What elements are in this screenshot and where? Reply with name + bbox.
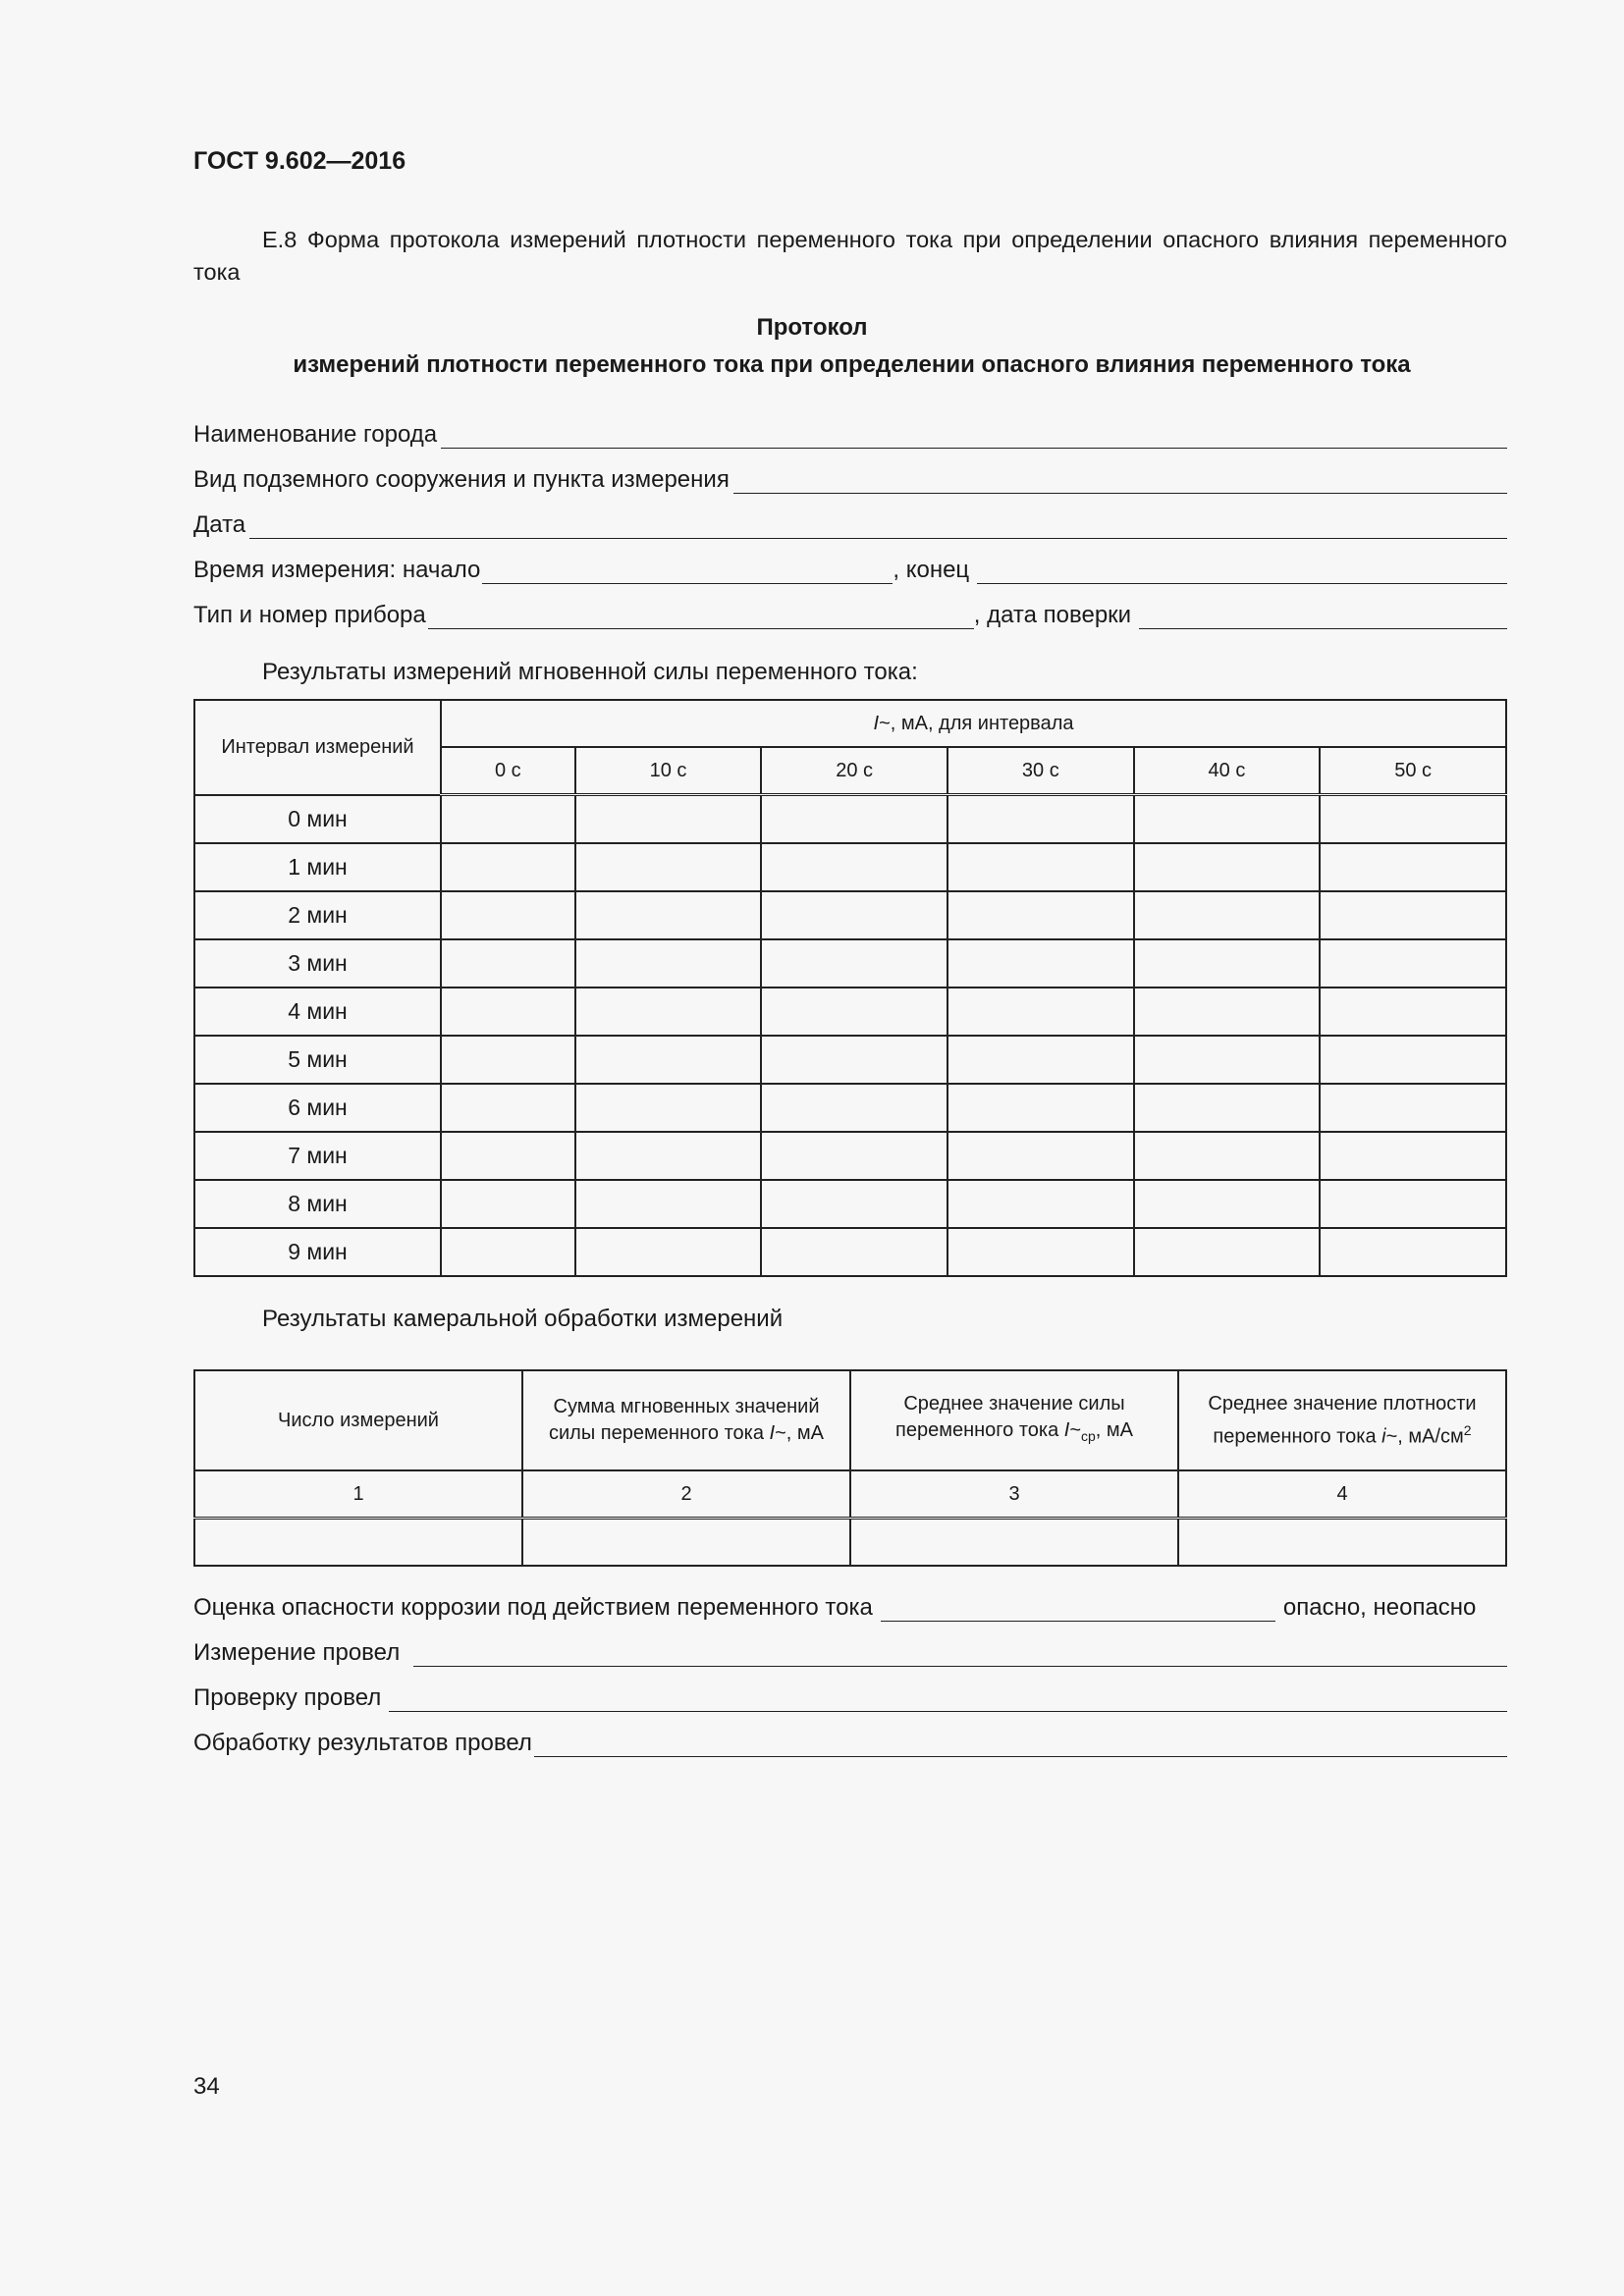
sum-header <box>522 1370 850 1470</box>
measurement-cell[interactable] <box>575 1036 762 1084</box>
time-end-label: , конец <box>893 557 970 583</box>
seconds-header: 20 с <box>761 747 947 795</box>
measurement-cell[interactable] <box>947 795 1134 844</box>
measurement-cell[interactable] <box>441 1228 575 1276</box>
measurement-cell[interactable] <box>761 843 947 891</box>
seconds-header: 0 с <box>441 747 575 795</box>
avg-current-header <box>850 1370 1178 1470</box>
measurement-cell[interactable] <box>1134 795 1321 844</box>
calibration-line[interactable] <box>1139 605 1507 629</box>
measurement-cell[interactable] <box>1134 843 1321 891</box>
avg-current-unit: , мА <box>1095 1419 1133 1441</box>
current-symbol: I <box>873 712 880 734</box>
measurement-cell[interactable] <box>1320 988 1506 1036</box>
measurement-cell[interactable] <box>761 891 947 939</box>
sum-symbol: I <box>769 1422 776 1444</box>
measurement-cell[interactable] <box>441 1084 575 1132</box>
measurement-cell[interactable] <box>947 1180 1134 1228</box>
checked-by-field[interactable] <box>193 1681 1507 1712</box>
measurement-cell[interactable] <box>761 1132 947 1180</box>
measurement-cell[interactable] <box>1320 1180 1506 1228</box>
intro-paragraph <box>193 224 1507 289</box>
measurement-cell[interactable] <box>575 988 762 1036</box>
city-label: Наименование города <box>193 421 438 448</box>
measurement-cell[interactable] <box>1320 1228 1506 1276</box>
measurement-cell[interactable] <box>947 1084 1134 1132</box>
minute-label: 9 мин <box>194 1228 441 1276</box>
measurement-cell[interactable] <box>947 1036 1134 1084</box>
avg-current-subscript: ср <box>1081 1428 1096 1444</box>
measurement-cell[interactable] <box>1134 1180 1321 1228</box>
table-row <box>194 939 1506 988</box>
protocol-subtitle: измерений плотности переменного тока при определении опасного влияния переменного тока <box>293 351 1411 378</box>
measurement-cell[interactable] <box>761 1228 947 1276</box>
minute-label: 0 мин <box>194 795 441 844</box>
measurement-cell[interactable] <box>575 891 762 939</box>
table-row <box>194 843 1506 891</box>
processed-by-line[interactable] <box>534 1733 1507 1757</box>
table-row <box>194 1228 1506 1276</box>
current-group-text: ~, мА, для интервала <box>879 712 1074 734</box>
avg-density-unit: ~, мА/см <box>1385 1425 1464 1448</box>
measurement-cell[interactable] <box>1134 1036 1321 1084</box>
table-row <box>194 1180 1506 1228</box>
seconds-header: 30 с <box>947 747 1134 795</box>
avg-current-tilde: ~ <box>1069 1419 1081 1441</box>
measurement-cell[interactable] <box>441 988 575 1036</box>
avg-density-symbol: i <box>1381 1425 1386 1448</box>
measurement-cell[interactable] <box>1320 1084 1506 1132</box>
measurement-cell[interactable] <box>1134 891 1321 939</box>
minute-label: 2 мин <box>194 891 441 939</box>
avg-density-cell[interactable] <box>1178 1519 1506 1567</box>
minute-label: 4 мин <box>194 988 441 1036</box>
assessment-options: опасно, неопасно <box>1282 1594 1477 1621</box>
measurement-cell[interactable] <box>761 1180 947 1228</box>
city-field[interactable] <box>193 417 1507 449</box>
measurement-cell[interactable] <box>1320 1132 1506 1180</box>
measurement-cell[interactable] <box>947 1228 1134 1276</box>
seconds-header: 10 с <box>575 747 762 795</box>
structure-label: Вид подземного сооружения и пункта измерения <box>193 466 730 493</box>
minute-label: 7 мин <box>194 1132 441 1180</box>
measurement-cell[interactable] <box>1134 1228 1321 1276</box>
measurement-cell[interactable] <box>575 1180 762 1228</box>
avg-current-cell[interactable] <box>850 1519 1178 1567</box>
count-cell[interactable] <box>194 1519 522 1567</box>
table-row <box>194 988 1506 1036</box>
table-row <box>194 891 1506 939</box>
checked-by-label: Проверку провел <box>193 1684 382 1711</box>
measurement-cell[interactable] <box>1320 795 1506 844</box>
interval-header: Интервал измерений <box>194 700 441 795</box>
column-number: 3 <box>850 1470 1178 1519</box>
seconds-header: 40 с <box>1134 747 1321 795</box>
calibration-label: , дата поверки <box>973 602 1132 628</box>
date-line[interactable] <box>249 514 1507 539</box>
page-number: 34 <box>193 2073 220 2100</box>
avg-density-text: Среднее значение плотности переменного тока <box>1208 1392 1477 1448</box>
measurement-cell[interactable] <box>441 939 575 988</box>
assessment-label: Оценка опасности коррозии под действием переменного тока <box>193 1594 873 1621</box>
sum-header-text: Сумма мгновенных значений силы переменного тока <box>549 1396 820 1444</box>
measurement-cell[interactable] <box>761 795 947 844</box>
avg-density-header <box>1178 1370 1506 1470</box>
measurement-cell[interactable] <box>441 1036 575 1084</box>
table-row <box>194 1036 1506 1084</box>
table-row <box>194 795 1506 844</box>
table-row <box>194 1084 1506 1132</box>
measurement-cell[interactable] <box>441 1180 575 1228</box>
processing-results-table <box>193 1369 1507 1567</box>
measured-by-field[interactable] <box>193 1635 1507 1667</box>
device-field[interactable] <box>193 598 1507 629</box>
measurement-cell[interactable] <box>947 1132 1134 1180</box>
measurement-cell[interactable] <box>441 843 575 891</box>
measurement-cell[interactable] <box>575 1228 762 1276</box>
measured-by-line[interactable] <box>413 1642 1507 1667</box>
avg-current-symbol: I <box>1063 1419 1070 1441</box>
measurement-cell[interactable] <box>1134 1084 1321 1132</box>
column-number: 2 <box>522 1470 850 1519</box>
column-number: 1 <box>194 1470 522 1519</box>
measurement-cell[interactable] <box>947 939 1134 988</box>
table-row <box>194 1132 1506 1180</box>
column-number: 4 <box>1178 1470 1506 1519</box>
measurement-cell[interactable] <box>575 1132 762 1180</box>
minute-label: 3 мин <box>194 939 441 988</box>
measurement-cell[interactable] <box>947 843 1134 891</box>
sum-unit: ~, мА <box>775 1422 824 1444</box>
intro-text: Е.8 Форма протокола измерений плотности переменного тока при определении опасного влияния переменного тока <box>193 227 1507 285</box>
time-start-line[interactable] <box>482 560 893 584</box>
city-line[interactable] <box>441 424 1507 449</box>
measurement-cell[interactable] <box>1320 843 1506 891</box>
time-end-line[interactable] <box>977 560 1507 584</box>
measurement-cell[interactable] <box>947 988 1134 1036</box>
minute-label: 8 мин <box>194 1180 441 1228</box>
minute-label: 6 мин <box>194 1084 441 1132</box>
instant-current-table <box>193 699 1507 1277</box>
measurement-cell[interactable] <box>947 891 1134 939</box>
measurement-cell[interactable] <box>575 795 762 844</box>
device-label: Тип и номер прибора <box>193 602 426 628</box>
device-line[interactable] <box>428 605 974 629</box>
measurement-cell[interactable] <box>1134 988 1321 1036</box>
assessment-line[interactable] <box>881 1597 1275 1622</box>
sum-cell[interactable] <box>522 1519 850 1567</box>
structure-field[interactable] <box>193 462 1507 494</box>
measurement-cell[interactable] <box>1320 939 1506 988</box>
processed-by-label: Обработку результатов провел <box>193 1730 532 1756</box>
current-group-header <box>441 700 1506 747</box>
table1-label: Результаты измерений мгновенной силы переменного тока: <box>262 659 918 685</box>
count-header: Число измерений <box>194 1370 522 1470</box>
protocol-title: Протокол <box>756 314 868 341</box>
table2-label: Результаты камеральной обработки измерений <box>262 1306 784 1332</box>
seconds-header: 50 с <box>1320 747 1506 795</box>
checked-by-line[interactable] <box>389 1687 1507 1712</box>
measurement-cell[interactable] <box>761 1084 947 1132</box>
time-start-label: Время измерения: начало <box>193 557 481 583</box>
measurement-cell[interactable] <box>441 795 575 844</box>
processed-by-field[interactable] <box>193 1726 1507 1757</box>
measurement-cell[interactable] <box>441 891 575 939</box>
date-field[interactable] <box>193 507 1507 539</box>
minute-label: 5 мин <box>194 1036 441 1084</box>
measurement-cell[interactable] <box>1134 1132 1321 1180</box>
measurement-cell[interactable] <box>441 1132 575 1180</box>
time-field[interactable] <box>193 553 1507 584</box>
standard-header: ГОСТ 9.602—2016 <box>193 147 406 175</box>
measurement-cell[interactable] <box>575 939 762 988</box>
measurement-cell[interactable] <box>1134 939 1321 988</box>
measurement-cell[interactable] <box>761 939 947 988</box>
structure-line[interactable] <box>733 469 1507 494</box>
assessment-field[interactable] <box>193 1590 1507 1622</box>
measurement-cell[interactable] <box>1320 891 1506 939</box>
avg-current-text: Среднее значение силы переменного тока <box>895 1393 1125 1441</box>
minute-label: 1 мин <box>194 843 441 891</box>
measured-by-label: Измерение провел <box>193 1639 401 1666</box>
avg-density-superscript: 2 <box>1463 1421 1472 1438</box>
measurement-cell[interactable] <box>575 1084 762 1132</box>
measurement-cell[interactable] <box>761 988 947 1036</box>
date-label: Дата <box>193 511 246 538</box>
measurement-cell[interactable] <box>1320 1036 1506 1084</box>
measurement-cell[interactable] <box>575 843 762 891</box>
measurement-cell[interactable] <box>761 1036 947 1084</box>
